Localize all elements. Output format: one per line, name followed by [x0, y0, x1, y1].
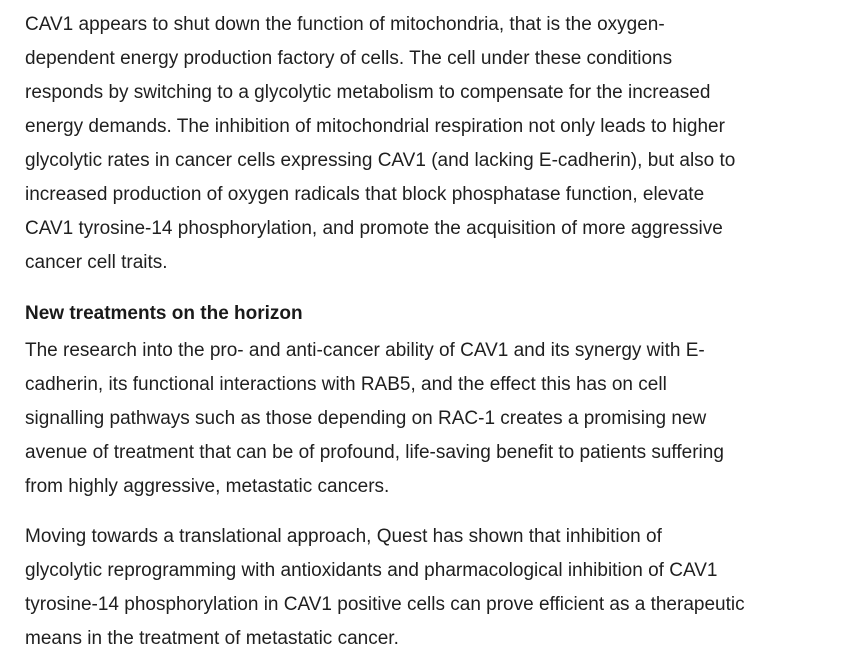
paragraph-translational [25, 520, 835, 656]
article-body [25, 8, 835, 656]
paragraph-line: CAV1 tyrosine-14 phosphorylation, and promote the acquisition of more aggressive [25, 218, 723, 239]
paragraph-line: tyrosine-14 phosphorylation in CAV1 positive cells can prove efficient as a therapeutic [25, 594, 745, 615]
paragraph-line: responds by switching to a glycolytic metabolism to compensate for the increased [25, 82, 711, 103]
paragraph-line: glycolytic rates in cancer cells expressing CAV1 (and lacking E-cadherin), but also to [25, 150, 736, 171]
paragraph-line: cadherin, its functional interactions with RAB5, and the effect this has on cell [25, 374, 667, 395]
paragraph-line: glycolytic reprogramming with antioxidants and pharmacological inhibition of CAV1 [25, 560, 718, 581]
paragraph-line: energy demands. The inhibition of mitochondrial respiration not only leads to higher [25, 116, 725, 137]
paragraph-line: cancer cell traits. [25, 252, 168, 273]
paragraph-line: increased production of oxygen radicals that block phosphatase function, elevate [25, 184, 705, 205]
section-heading: New treatments on the horizon [25, 303, 303, 324]
paragraph-line: from highly aggressive, metastatic cancers. [25, 476, 390, 497]
paragraph-research [25, 334, 835, 504]
paragraph-line: dependent energy production factory of cells. The cell under these conditions [25, 48, 673, 69]
paragraph-line: CAV1 appears to shut down the function of mitochondria, that is the oxygen- [25, 14, 665, 35]
paragraph-line: The research into the pro- and anti-cancer ability of CAV1 and its synergy with E- [25, 340, 705, 361]
paragraph-mitochondria [25, 8, 835, 280]
spacer [25, 280, 835, 297]
paragraph-line: Moving towards a translational approach, Quest has shown that inhibition of [25, 526, 662, 547]
paragraph-line: means in the treatment of metastatic cancer. [25, 628, 399, 649]
spacer [25, 504, 835, 520]
paragraph-line: avenue of treatment that can be of profound, life-saving benefit to patients suffering [25, 442, 724, 463]
paragraph-line: signalling pathways such as those depending on RAC-1 creates a promising new [25, 408, 707, 429]
